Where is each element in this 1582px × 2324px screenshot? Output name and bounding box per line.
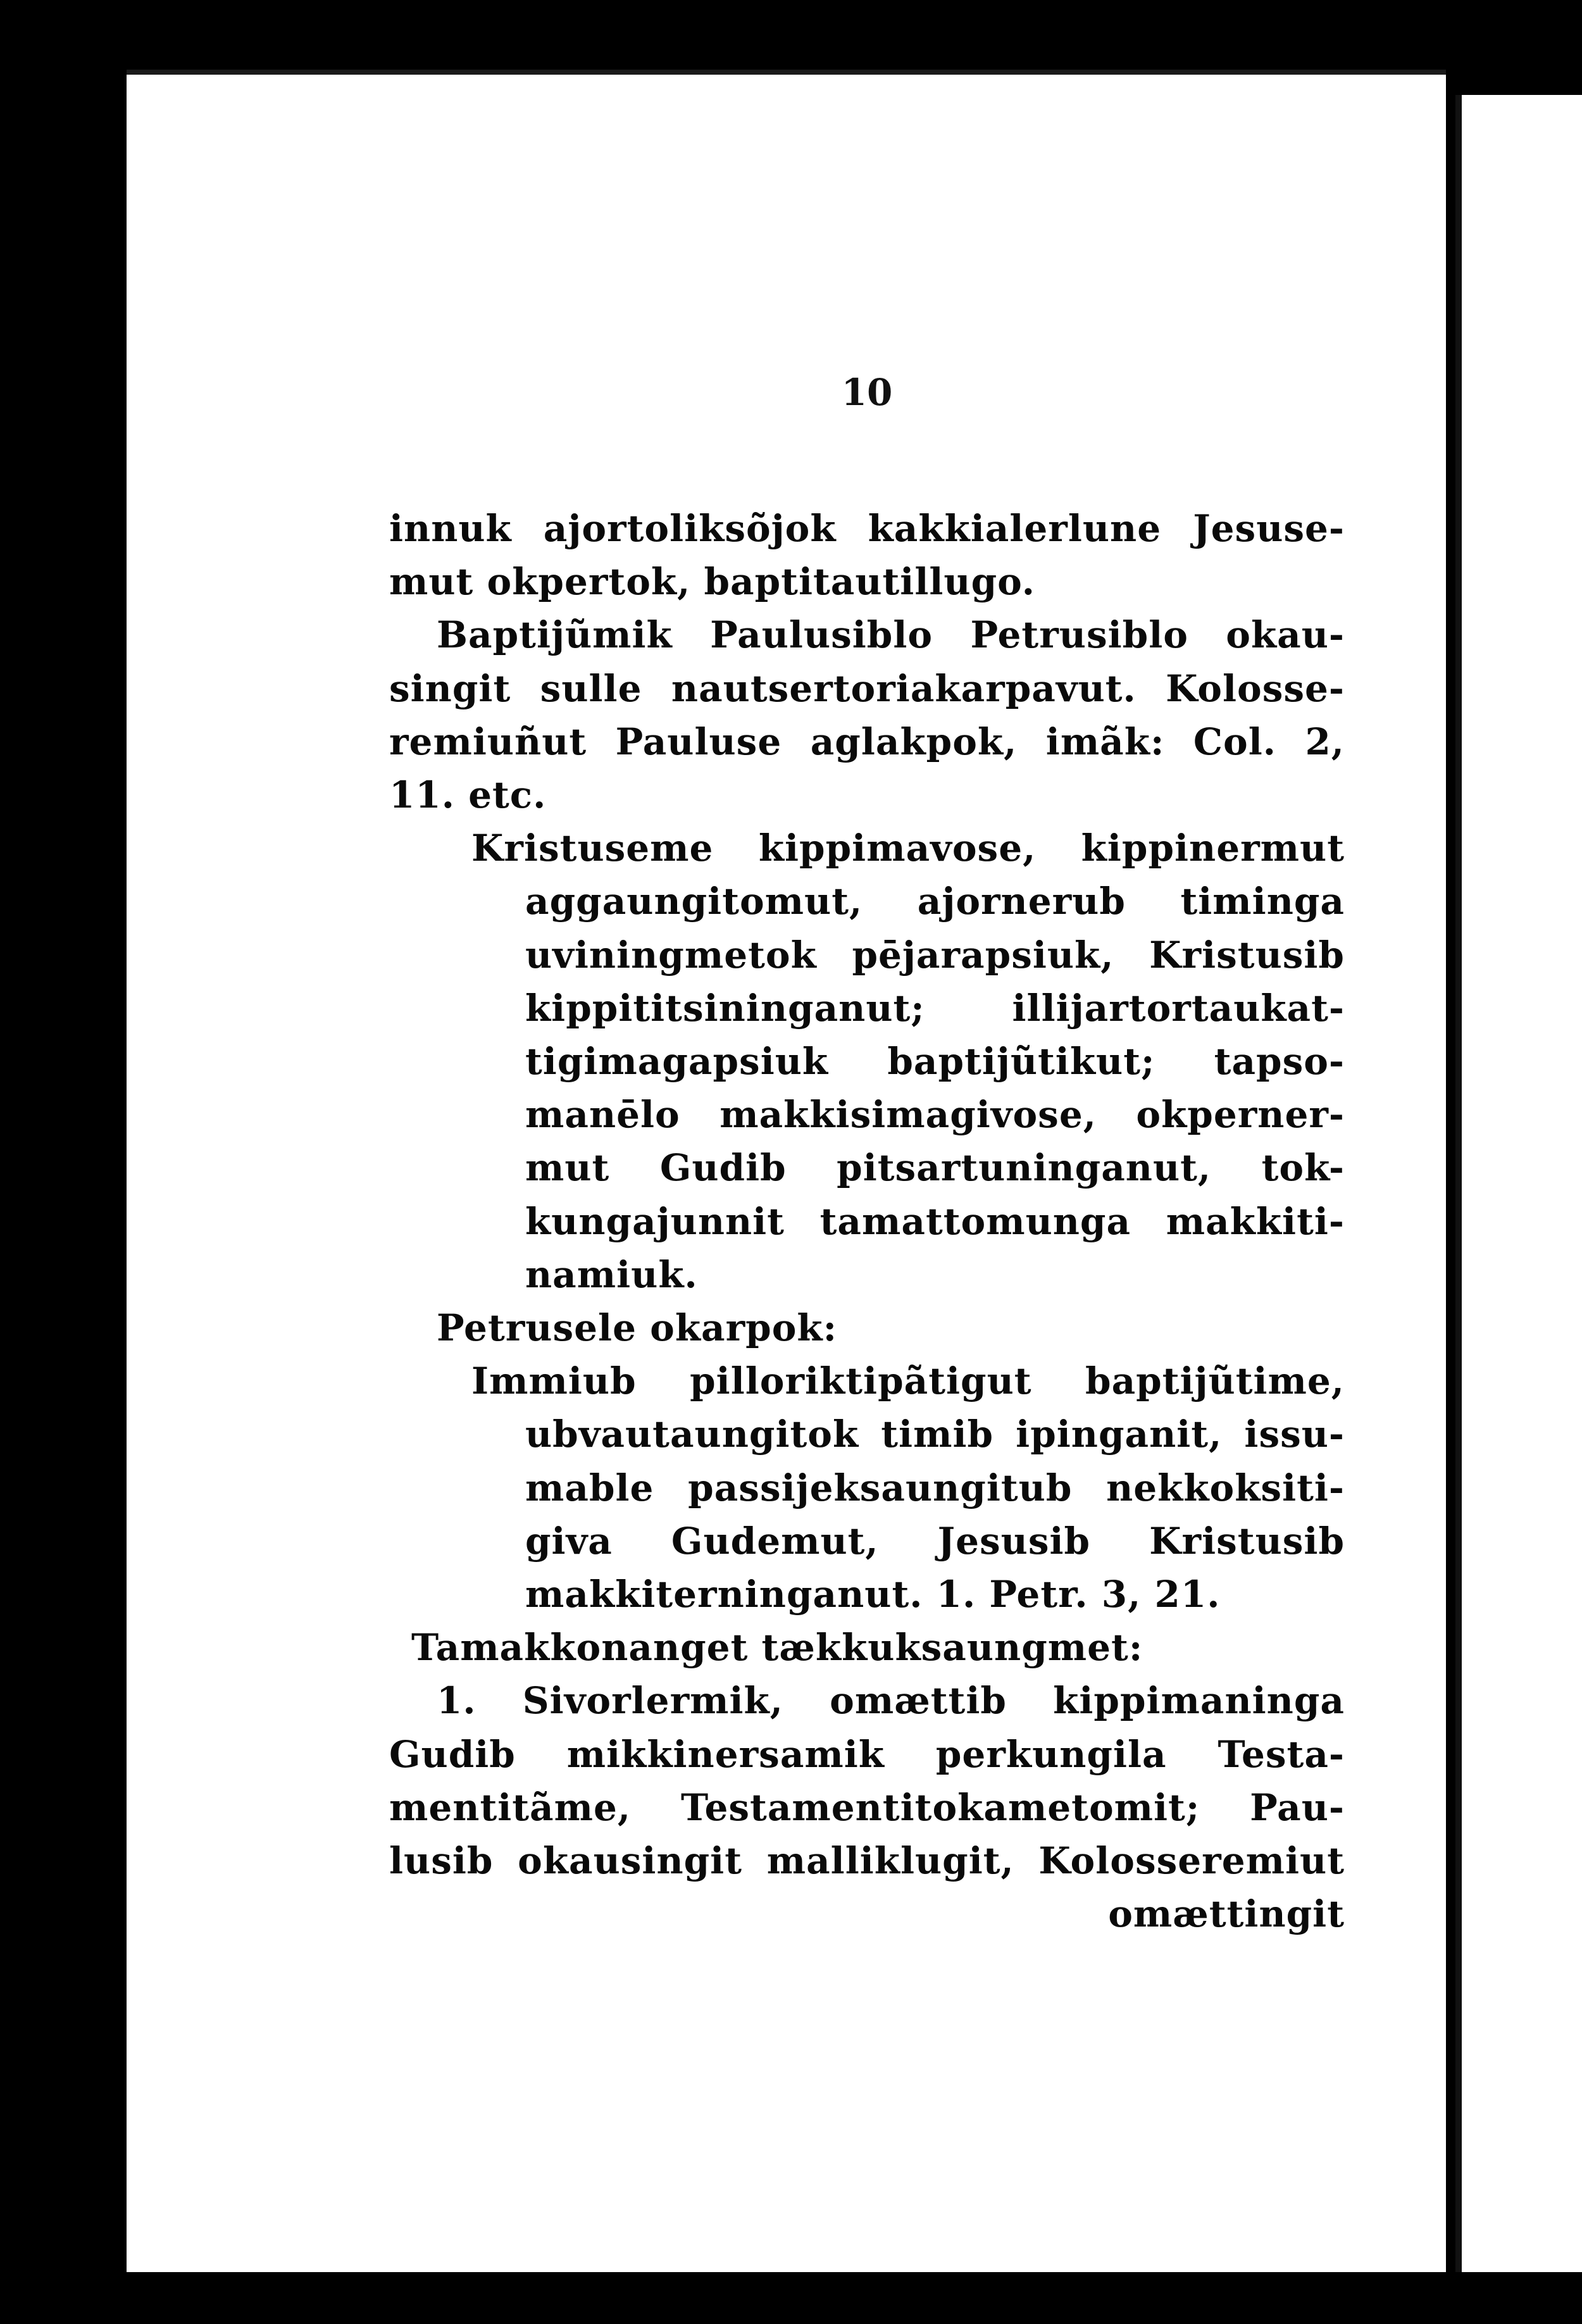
text-line: uviningmetok pējarapsiuk, Kristusib [525, 933, 1345, 977]
text-line: giva Gudemut, Jesusib Kristusib [525, 1519, 1345, 1563]
page-number: 10 [841, 371, 893, 414]
text-line: kippititsininganut; illijartortaukat- [525, 986, 1345, 1030]
text-line: singit sulle nautsertoriakarpavut. Kolosse- [389, 666, 1345, 710]
text-line: manēlo makkisimagivose, okperner- [525, 1093, 1345, 1137]
text-line: mut okpertok, baptitautillugo. [389, 560, 1035, 604]
text-line: remiuñut Pauluse aglakpok, imãk: Col. 2, [389, 720, 1345, 763]
text-line: makkiterninganut. 1. Petr. 3, 21. [525, 1573, 1221, 1616]
text-line: mentitãme, Testamentitokametomit; Pau- [389, 1785, 1345, 1829]
text-line: Baptijũmik Paulusiblo Petrusiblo okau- [437, 613, 1345, 657]
text-line: mut Gudib pitsartuninganut, tok- [525, 1146, 1345, 1190]
adjacent-page-edge [1455, 95, 1582, 2272]
text-line: tigimagapsiuk baptijũtikut; tapso- [525, 1040, 1345, 1083]
text-line: Gudib mikkinersamik perkungila Testa- [389, 1732, 1345, 1776]
text-line: lusib okausingit malliklugit, Kolosseremiut [389, 1839, 1345, 1882]
text-line: Petrusele okarpok: [437, 1306, 838, 1349]
book-page [127, 70, 1446, 2272]
text-line: Tamakkonanget tækkuksaungmet: [411, 1626, 1143, 1670]
text-line: 11. etc. [389, 773, 547, 816]
text-line: Kristuseme kippimavose, kippinermut [471, 827, 1345, 870]
text-line: namiuk. [525, 1253, 698, 1296]
text-line: innuk ajortoliksõjok kakkialerlune Jesuse- [389, 507, 1345, 550]
text-line: kungajunnit tamattomunga makkiti- [525, 1199, 1345, 1243]
text-line: 1. Sivorlermik, omættib kippimaninga [437, 1679, 1345, 1723]
text-line: mable passijeksaungitub nekkoksiti- [525, 1466, 1345, 1509]
text-line: aggaungitomut, ajornerub timinga [525, 880, 1345, 923]
text-line: omættingit [1108, 1892, 1345, 1936]
text-line: Immiub pilloriktipãtigut baptijũtime, [471, 1359, 1345, 1403]
text-line: ubvautaungitok timib ipinganit, issu- [525, 1413, 1345, 1456]
